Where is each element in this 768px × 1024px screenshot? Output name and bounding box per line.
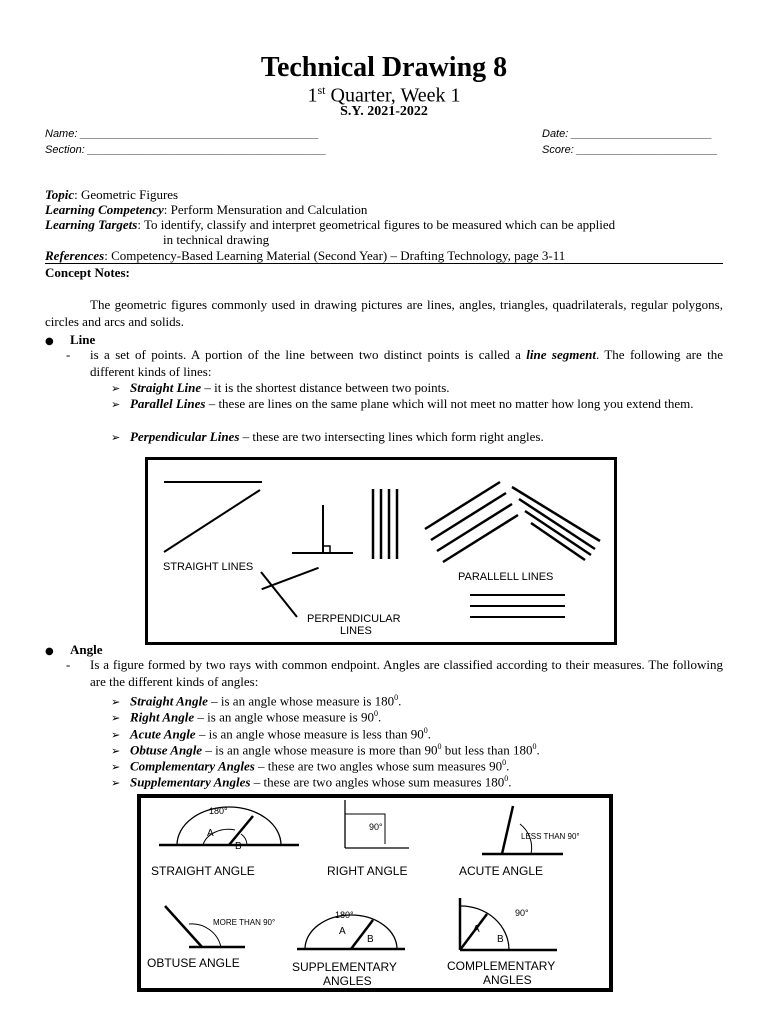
obtuse-angle-arc [189,924,221,947]
comp-angle-label-2: ANGLES [483,973,532,987]
angle-definition: Is a figure formed by two rays with common endpoint. Angles are classified according to their measures. The following are the different kinds of angles: [90,657,723,689]
line-bullet: ● Line [45,332,96,347]
targets-line: Learning Targets: To identify, classify and interpret geometrical figures to be measured which can be applied [45,217,616,232]
concept-notes-heading: Concept Notes: [45,265,130,280]
topic-line: Topic: Geometric Figures [45,187,179,202]
acute-angle-label: ACUTE ANGLE [459,864,544,878]
arrow-bullet-icon: ➢ [111,382,121,395]
line-definition: is a set of points. A portion of the line between two distinct points is called a line segment. The following are the different kinds of lines: [90,347,724,379]
straight-angle-deg: 180° [209,806,228,816]
supp-angle-deg: 180° [335,910,354,920]
straight-angle-a: A [207,828,214,839]
straight-angle-label: STRAIGHT ANGLE [151,864,255,878]
date-field[interactable]: Date: _______________________ [542,128,713,140]
right-angle-marker [323,546,330,553]
straight-angle-b: B [235,841,242,852]
perp-label-2: LINES [340,625,372,637]
line-item-parallel: ➢ Parallel Lines – these are lines on the same plane which will not meet no matter how long you extend them. [111,396,694,411]
arrow-bullet-icon: ➢ [111,431,121,444]
perp-label-1: PERPENDICULAR [307,613,401,625]
page-title: Technical Drawing 8 [260,52,508,83]
line-item-perpendicular: ➢ Perpendicular Lines – these are two intersecting lines which form right angles. [111,429,544,444]
straight-angle-arc [177,807,281,845]
supp-angle-label-1: SUPPLEMENTARY [292,960,397,974]
angle-item-right: ➢ Right Angle – is an angle whose measure is $90^0$. [111,709,382,725]
competency-line: Learning Competency: Perform Mensuration and Calculation [45,202,368,217]
arrow-bullet-icon: ➢ [111,695,121,709]
angle-item-obtuse: ➢ Obtuse Angle – is an angle whose measure is more than $90^0$ but less than $180^0$. [111,742,540,758]
name-field[interactable]: Name: _______________________________________ [45,128,320,140]
arrow-bullet-icon: ➢ [111,760,121,774]
acute-angle-ray [502,806,513,854]
angle-bullet: ● Angle [45,642,103,657]
parallel-diag-right-4 [531,523,585,560]
right-angle-label: RIGHT ANGLE [327,864,408,878]
comp-angle-a: A [473,924,480,935]
angle-item-supplementary: ➢ Supplementary Angles – these are two angles whose sum measures $180^0$. [111,774,512,790]
comp-angle-label-1: COMPLEMENTARY [447,959,556,973]
school-year: S.Y. 2021-2022 [340,104,428,119]
references-line: References: Competency-Based Learning Material (Second Year) – Drafting Technology, page 3-11 [45,248,723,264]
lines-figure [145,457,617,645]
right-angle-deg: 90° [369,822,383,832]
score-field[interactable]: Score: _______________________ [542,144,718,156]
straight-angle-arc-b [241,834,247,845]
line-item-straight: ➢ Straight Line – it is the shortest distance between two points. [111,380,450,395]
intro-paragraph: The geometric figures commonly used in drawing pictures are lines, angles, triangles, quadrilaterals, regular polygons, circles and arcs and solids. [45,297,723,329]
section-field[interactable]: Section: _______________________________________ [45,144,327,156]
obtuse-angle-ray [165,906,202,947]
comp-angle-deg: 90° [515,908,529,918]
obtuse-angle-label: OBTUSE ANGLE [147,956,240,970]
angle-item-complementary: ➢ Complementary Angles – these are two angles whose sum measures $90^0$. [111,758,510,774]
angle-item-acute: ➢ Acute Angle – is an angle whose measure is less than $90^0$. [111,726,432,742]
straight-lines-label: STRAIGHT LINES [163,561,254,573]
supp-angle-arc [305,915,397,949]
arrow-bullet-icon: ➢ [111,398,121,411]
angle-dash: - [66,657,71,672]
parallel-diag-left-4 [443,515,518,562]
parallel-diag-left-1 [425,482,500,529]
line-dash: - [66,347,71,362]
comp-angle-b: B [497,934,504,945]
supp-angle-b: B [367,934,374,945]
arrow-bullet-icon: ➢ [111,744,121,758]
parallel-diag-left-2 [431,493,506,540]
obtuse-angle-note: MORE THAN 90° [213,918,276,927]
targets-continuation: in technical drawing [163,232,270,247]
arrow-bullet-icon: ➢ [111,711,121,725]
arrow-bullet-icon: ➢ [111,728,121,742]
straight-line-diagonal [164,490,260,552]
acute-angle-note: LESS THAN 90° [521,832,580,841]
parallel-diag-left-3 [437,504,512,551]
arrow-bullet-icon: ➢ [111,776,121,790]
perp-tilted-line-1 [260,568,321,589]
parallel-diag-right-3 [525,511,591,555]
supp-angle-label-2: ANGLES [323,974,372,988]
angle-item-straight: ➢ Straight Angle – is an angle whose measure is $180^0$. [111,693,402,709]
quarter-subtitle: 1st Quarter, Week 1 [307,83,461,107]
angles-figure [137,794,613,992]
parallel-lines-label: PARALLELL LINES [458,571,554,583]
supp-angle-a: A [339,926,346,937]
